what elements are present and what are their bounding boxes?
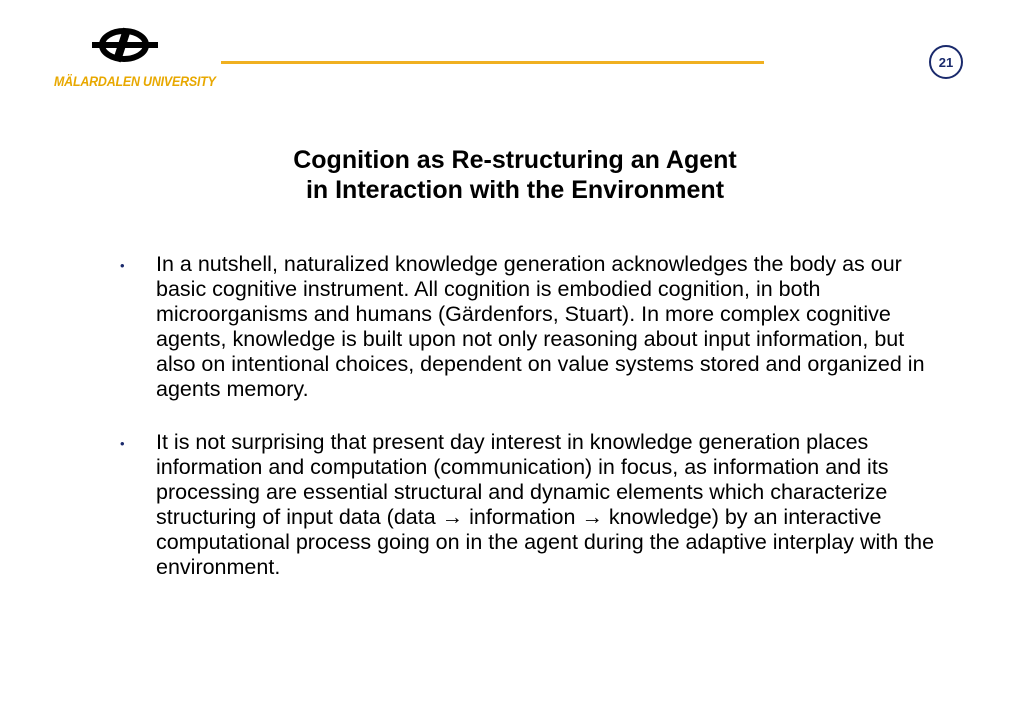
page-number-badge: 21 bbox=[929, 45, 963, 79]
university-name: MÄLARDALEN UNIVERSITY bbox=[54, 74, 216, 89]
bullet-text: In a nutshell, naturalized knowledge generation acknowledges the body as our basic cognitive instrument. All cognition is embodied cognition, in both microorganisms and humans (Gärdenfors, Stuart). In more complex cognitive agents, knowledge is built upon not only reasoning about input information, but also on intentional choices, dependent on value systems stored and organized in agents memory. bbox=[156, 252, 925, 401]
bullet-item bbox=[118, 252, 948, 402]
slide-title-line-2: in Interaction with the Environment bbox=[305, 176, 725, 204]
header-rule bbox=[221, 61, 764, 64]
slide-title bbox=[150, 145, 880, 205]
bullet-marker-icon: • bbox=[120, 258, 125, 273]
slide-title-line-1: Cognition as Re-structuring an Agent bbox=[293, 146, 737, 174]
university-emblem-icon bbox=[90, 26, 160, 70]
university-logo bbox=[52, 26, 216, 96]
bullet-marker-icon: • bbox=[120, 436, 125, 451]
bullet-item bbox=[118, 430, 948, 580]
bullet-text: It is not surprising that present day interest in knowledge generation places information and computation (communication) in focus, as information and its processing are essential structural and dynamic elements which characterize structuring of input data (data → information → knowledge) by an interactive computational process going on in the agent during the adaptive interplay with the environment. bbox=[156, 430, 935, 579]
bullet-list bbox=[118, 252, 948, 580]
